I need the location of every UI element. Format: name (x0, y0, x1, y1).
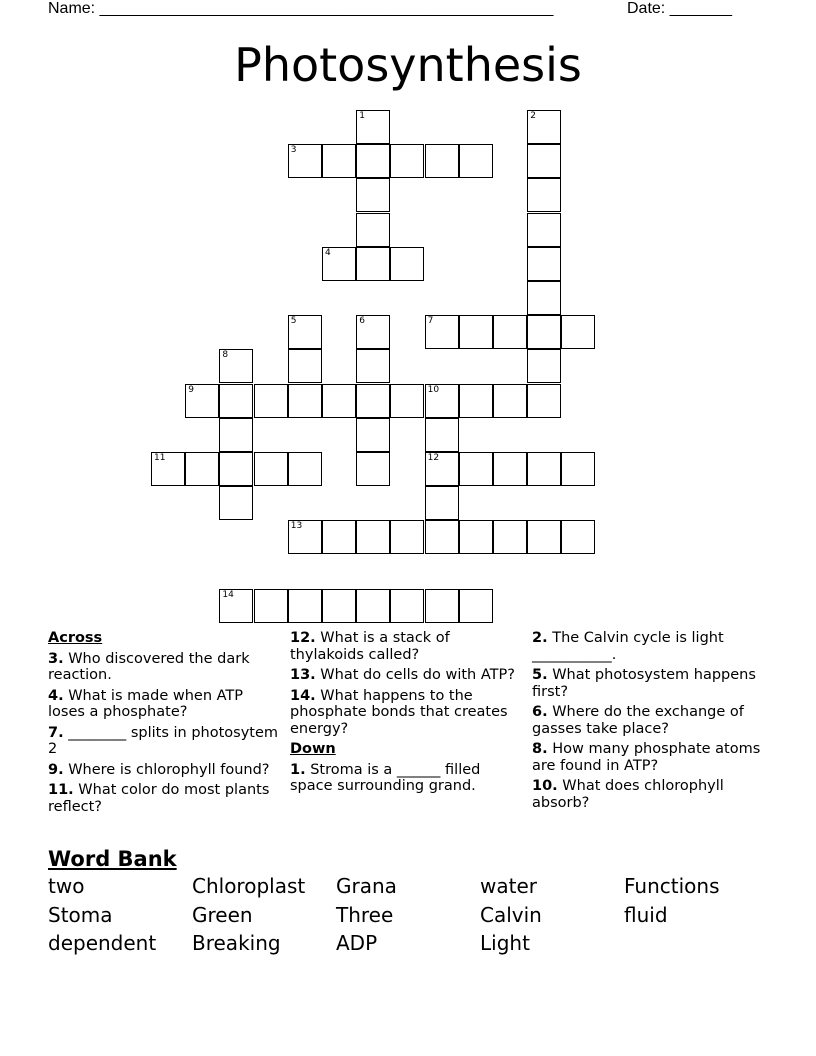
clue-down-8 (532, 741, 764, 774)
clue-text: What color do most plants reflect? (48, 782, 270, 815)
grid-cell[interactable] (322, 520, 356, 554)
grid-cell[interactable] (459, 144, 493, 178)
grid-cell[interactable] (254, 452, 288, 486)
clue-text: Where do the exchange of gasses take place? (532, 704, 744, 737)
grid-cell[interactable] (527, 178, 561, 212)
grid-cell[interactable] (322, 384, 356, 418)
grid-cell[interactable] (425, 418, 459, 452)
grid-cell[interactable] (390, 384, 424, 418)
clue-number: 11. (48, 782, 74, 798)
word-bank-item: Chloroplast (192, 874, 306, 898)
grid-cell[interactable] (425, 589, 459, 623)
clue-text: What is made when ATP loses a phosphate? (48, 687, 244, 720)
clue-text: Where is chlorophyll found? (68, 761, 270, 778)
grid-cell[interactable] (459, 452, 493, 486)
grid-cell[interactable] (527, 384, 561, 418)
grid-cell[interactable] (356, 384, 390, 418)
across-heading: Across (48, 630, 103, 646)
grid-cell[interactable] (288, 589, 322, 623)
grid-cell[interactable] (527, 144, 561, 178)
down-heading: Down (290, 741, 336, 757)
grid-cell[interactable] (356, 178, 390, 212)
cell-number: 4 (325, 247, 331, 258)
grid-cell[interactable] (288, 520, 322, 554)
word-bank-item: Light (480, 931, 530, 955)
grid-cell[interactable] (219, 384, 253, 418)
grid-cell[interactable] (527, 110, 561, 144)
grid-cell[interactable] (527, 452, 561, 486)
clue-column-2 (290, 630, 522, 799)
word-bank-item: fluid (624, 903, 668, 927)
grid-cell[interactable] (322, 589, 356, 623)
cell-number: 8 (222, 350, 229, 361)
clue-across-7 (48, 725, 280, 758)
clue-number: 2. (532, 630, 548, 646)
clue-number: 3. (48, 650, 64, 667)
cell-number: 10 (427, 384, 440, 395)
grid-cell[interactable] (356, 452, 390, 486)
grid-cell[interactable] (390, 520, 424, 554)
cell-number: 9 (188, 384, 194, 395)
word-bank-item: two (48, 874, 85, 898)
clue-number: 10. (532, 778, 558, 794)
clue-across-4 (48, 688, 280, 721)
grid-cell[interactable] (356, 589, 390, 623)
cell-number: 6 (359, 316, 365, 327)
word-bank-item: Three (336, 903, 394, 927)
grid-cell[interactable] (356, 144, 390, 178)
word-bank-item: Grana (336, 874, 397, 898)
clue-across-13 (290, 667, 522, 684)
clue-down-2 (532, 630, 764, 663)
grid-cell[interactable] (219, 349, 253, 383)
grid-cell[interactable] (459, 384, 493, 418)
cell-number: 14 (222, 589, 234, 600)
grid-cell[interactable] (288, 349, 322, 383)
clue-number: 6. (532, 704, 548, 720)
grid-cell[interactable] (425, 486, 459, 520)
grid-cell[interactable] (356, 110, 390, 144)
grid-cell[interactable] (493, 384, 527, 418)
word-bank-item: Stoma (48, 903, 113, 927)
grid-cell[interactable] (219, 418, 253, 452)
grid-cell[interactable] (254, 589, 288, 623)
clue-number: 12. (290, 630, 316, 646)
grid-cell[interactable] (425, 144, 459, 178)
grid-cell[interactable] (254, 384, 288, 418)
cell-number: 1 (359, 111, 365, 121)
clue-across-14 (290, 688, 522, 738)
cell-number: 12 (427, 453, 440, 463)
grid-cell[interactable] (219, 589, 253, 623)
grid-cell[interactable] (219, 486, 253, 520)
clue-text: ________ splits in photosytem 2 (48, 724, 279, 757)
grid-cell[interactable] (356, 418, 390, 452)
clue-number: 13. (290, 667, 316, 683)
clue-number: 9. (48, 761, 64, 778)
grid-cell[interactable] (561, 452, 595, 486)
clue-text: How many phosphate atoms are found in ATP? (532, 741, 761, 774)
date-field[interactable]: Date: _______ (627, 0, 732, 17)
clue-across-9 (48, 762, 280, 779)
grid-cell[interactable] (493, 315, 527, 349)
grid-cell[interactable] (356, 349, 390, 383)
grid-cell[interactable] (356, 315, 390, 349)
cell-number: 2 (530, 111, 536, 121)
page-title: Photosynthesis (234, 38, 582, 92)
clue-text: What does chlorophyll absorb? (532, 778, 724, 811)
clue-down-1 (290, 762, 522, 795)
grid-cell[interactable] (288, 384, 322, 418)
grid-cell[interactable] (390, 144, 424, 178)
clue-text: Who discovered the dark reaction. (48, 650, 250, 683)
clue-number: 5. (532, 667, 548, 683)
grid-cell[interactable] (322, 247, 356, 281)
grid-cell[interactable] (185, 384, 219, 418)
word-bank-item: water (480, 874, 537, 898)
grid-cell[interactable] (425, 384, 459, 418)
grid-cell[interactable] (527, 520, 561, 554)
grid-cell[interactable] (561, 315, 595, 349)
grid-cell[interactable] (527, 349, 561, 383)
clue-number: 7. (48, 724, 64, 741)
word-bank-item: Calvin (480, 903, 542, 927)
grid-cell[interactable] (459, 589, 493, 623)
clue-text: What is a stack of thylakoids called? (290, 630, 450, 663)
word-bank-title: Word Bank (48, 847, 177, 871)
grid-cell[interactable] (527, 247, 561, 281)
clue-text: What photosystem happens first? (532, 667, 756, 700)
clue-text: The Calvin cycle is light ___________. (532, 630, 724, 663)
grid-cell[interactable] (288, 144, 322, 178)
clue-number: 14. (290, 687, 316, 704)
grid-cell[interactable] (390, 589, 424, 623)
grid-cell[interactable] (151, 452, 185, 486)
word-bank-item: Green (192, 903, 253, 927)
cell-number: 5 (290, 316, 297, 327)
clue-column-3 (532, 630, 764, 815)
grid-cell[interactable] (288, 452, 322, 486)
clue-column-1 (48, 630, 280, 819)
word-bank-item: ADP (336, 931, 378, 955)
clue-across-11 (48, 782, 280, 815)
cell-number: 7 (427, 316, 434, 327)
word-bank-item: Functions (624, 874, 720, 898)
grid-cell[interactable] (322, 144, 356, 178)
grid-cell[interactable] (527, 281, 561, 315)
grid-cell[interactable] (459, 520, 493, 554)
cell-number: 13 (290, 521, 303, 532)
grid-cell[interactable] (185, 452, 219, 486)
word-bank-item: dependent (48, 931, 157, 955)
clue-text: What do cells do with ATP? (320, 667, 515, 683)
clue-down-6 (532, 704, 764, 737)
clue-text: What happens to the phosphate bonds that creates energy? (290, 687, 508, 737)
grid-cell[interactable] (561, 520, 595, 554)
grid-cell[interactable] (356, 247, 390, 281)
grid-cell[interactable] (459, 315, 493, 349)
name-field[interactable]: Name: ___________________________________________________ (48, 0, 554, 17)
word-bank-item: Breaking (192, 931, 281, 955)
clue-number: 4. (48, 687, 64, 704)
grid-cell[interactable] (356, 213, 390, 247)
cell-number: 3 (290, 145, 297, 156)
clue-number: 8. (532, 741, 548, 757)
clue-across-12 (290, 630, 522, 663)
grid-cell[interactable] (219, 452, 253, 486)
grid-cell[interactable] (527, 315, 561, 349)
cell-number: 11 (154, 453, 166, 463)
grid-cell[interactable] (425, 520, 459, 554)
clue-text: Stroma is a ______ filled space surrounding grand. (290, 761, 481, 794)
clue-down-10 (532, 778, 764, 811)
grid-cell[interactable] (390, 247, 424, 281)
clue-down-5 (532, 667, 764, 700)
grid-cell[interactable] (527, 213, 561, 247)
grid-cell[interactable] (425, 315, 459, 349)
grid-cell[interactable] (425, 452, 459, 486)
grid-cell[interactable] (493, 520, 527, 554)
grid-cell[interactable] (288, 315, 322, 349)
clue-across-3 (48, 651, 280, 684)
grid-cell[interactable] (356, 520, 390, 554)
grid-cell[interactable] (493, 452, 527, 486)
clue-number: 1. (290, 761, 306, 778)
